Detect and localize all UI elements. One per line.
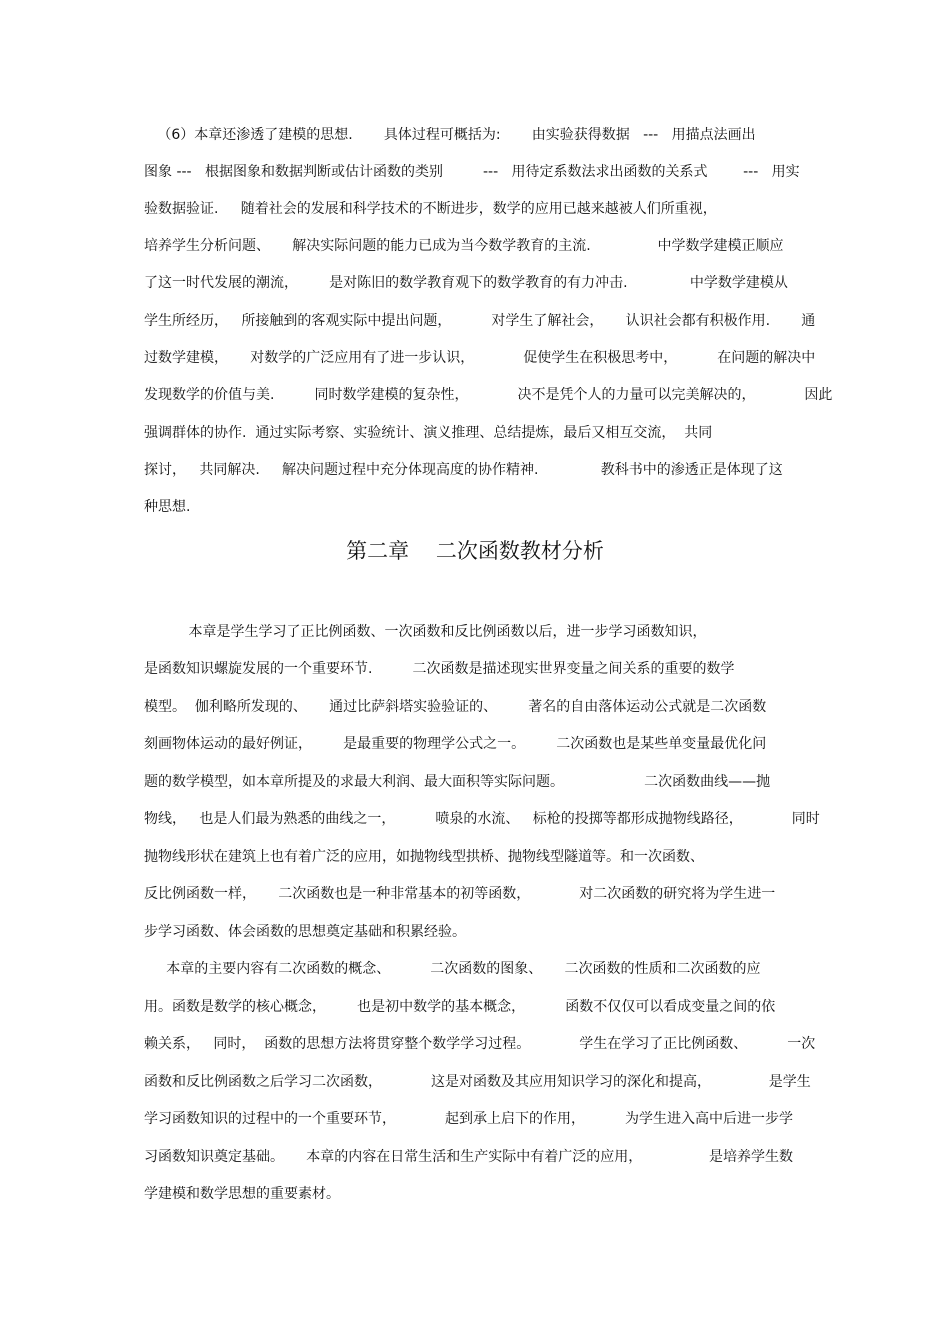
paragraph-line: 是函数知识螺旋发展的一个重要环节. 二次函数是描述现实世界变量之间关系的重要的数学	[144, 661, 735, 677]
paragraph-line: 过数学建模， 对数学的广泛应用有了进一步认识， 促使学生在积极思考中， 在问题的解决中	[144, 350, 816, 366]
paragraph-line: 模型。 伽利略所发现的、 通过比萨斜塔实验验证的、 著名的自由落体运动公式就是二次函数	[144, 699, 767, 715]
paragraph-line: 探讨， 共同解决. 解决问题过程中充分体现高度的协作精神. 教科书中的渗透正是体现了这	[144, 462, 783, 478]
paragraph-line: 本章的主要内容有二次函数的概念、 二次函数的图象、 二次函数的性质和二次函数的应	[144, 961, 761, 977]
paragraph-line: （6）本章还渗透了建模的思想. 具体过程可概括为: 由实验获得数据 --- 用描点法画出	[144, 127, 756, 143]
paragraph-line: 题的数学模型，如本章所提及的求最大利润、最大面积等实际问题。 二次函数曲线——抛	[144, 774, 771, 790]
chapter-title: 第二章 二次函数教材分析	[346, 539, 604, 563]
paragraph-line: 反比例函数一样， 二次函数也是一种非常基本的初等函数， 对二次函数的研究将为学生进一	[144, 886, 776, 902]
paragraph-line: 强调群体的协作. 通过实际考察、实验统计、演义推理、总结提炼，最后又相互交流， 共同	[144, 425, 713, 441]
paragraph-line: 培养学生分析问题、 解决实际问题的能力已成为当今数学教育的主流. 中学数学建模正顺应	[144, 238, 784, 254]
paragraph-line: 本章是学生学习了正比例函数、一次函数和反比例函数以后，进一步学习函数知识，	[144, 624, 707, 640]
paragraph-line: 赖关系， 同时， 函数的思想方法将贯穿整个数学学习过程。 学生在学习了正比例函数、 一次	[144, 1036, 816, 1052]
paragraph-line: 用。函数是数学的核心概念， 也是初中数学的基本概念， 函数不仅仅可以看成变量之间的依	[144, 999, 776, 1015]
paragraph-line: 步学习函数、体会函数的思想奠定基础和积累经验。	[144, 924, 466, 940]
paragraph-line: 函数和反比例函数之后学习二次函数， 这是对函数及其应用知识学习的深化和提高， 是学生	[144, 1074, 811, 1090]
paragraph-line: 验数据验证. 随着社会的发展和科学技术的不断进步，数学的应用已越来越被人们所重视，	[144, 201, 717, 217]
paragraph-line: 学习函数知识的过程中的一个重要环节， 起到承上启下的作用， 为学生进入高中后进一步学	[144, 1111, 794, 1127]
paragraph-line: 刻画物体运动的最好例证， 是最重要的物理学公式之一。 二次函数也是某些单变量最优化问	[144, 736, 767, 752]
paragraph-line: 习函数知识奠定基础。 本章的内容在日常生活和生产实际中有着广泛的应用， 是培养学生数	[144, 1149, 794, 1165]
paragraph-line: 物线， 也是人们最为熟悉的曲线之一， 喷泉的水流、 标枪的投掷等都形成抛物线路径， 同时	[144, 811, 820, 827]
paragraph-line: 学生所经历， 所接触到的客观实际中提出问题， 对学生了解社会， 认识社会都有积极作用. 通	[144, 313, 816, 329]
paragraph-line: 种思想.	[144, 499, 191, 515]
paragraph-line: 学建模和数学思想的重要素材。	[144, 1186, 340, 1202]
paragraph-line: 抛物线形状在建筑上也有着广泛的应用，如抛物线型拱桥、抛物线型隧道等。和一次函数、	[144, 849, 704, 865]
paragraph-line: 发现数学的价值与美. 同时数学建模的复杂性， 决不是凭个人的力量可以完美解决的， 因此	[144, 387, 833, 403]
paragraph-line: 了这一时代发展的潮流， 是对陈旧的数学教育观下的数学教育的有力冲击. 中学数学建模从	[144, 275, 788, 291]
paragraph-line: 图象 --- 根据图象和数据判断或估计函数的类别 --- 用待定系数法求出函数的关系式 --- 用实	[144, 164, 800, 180]
